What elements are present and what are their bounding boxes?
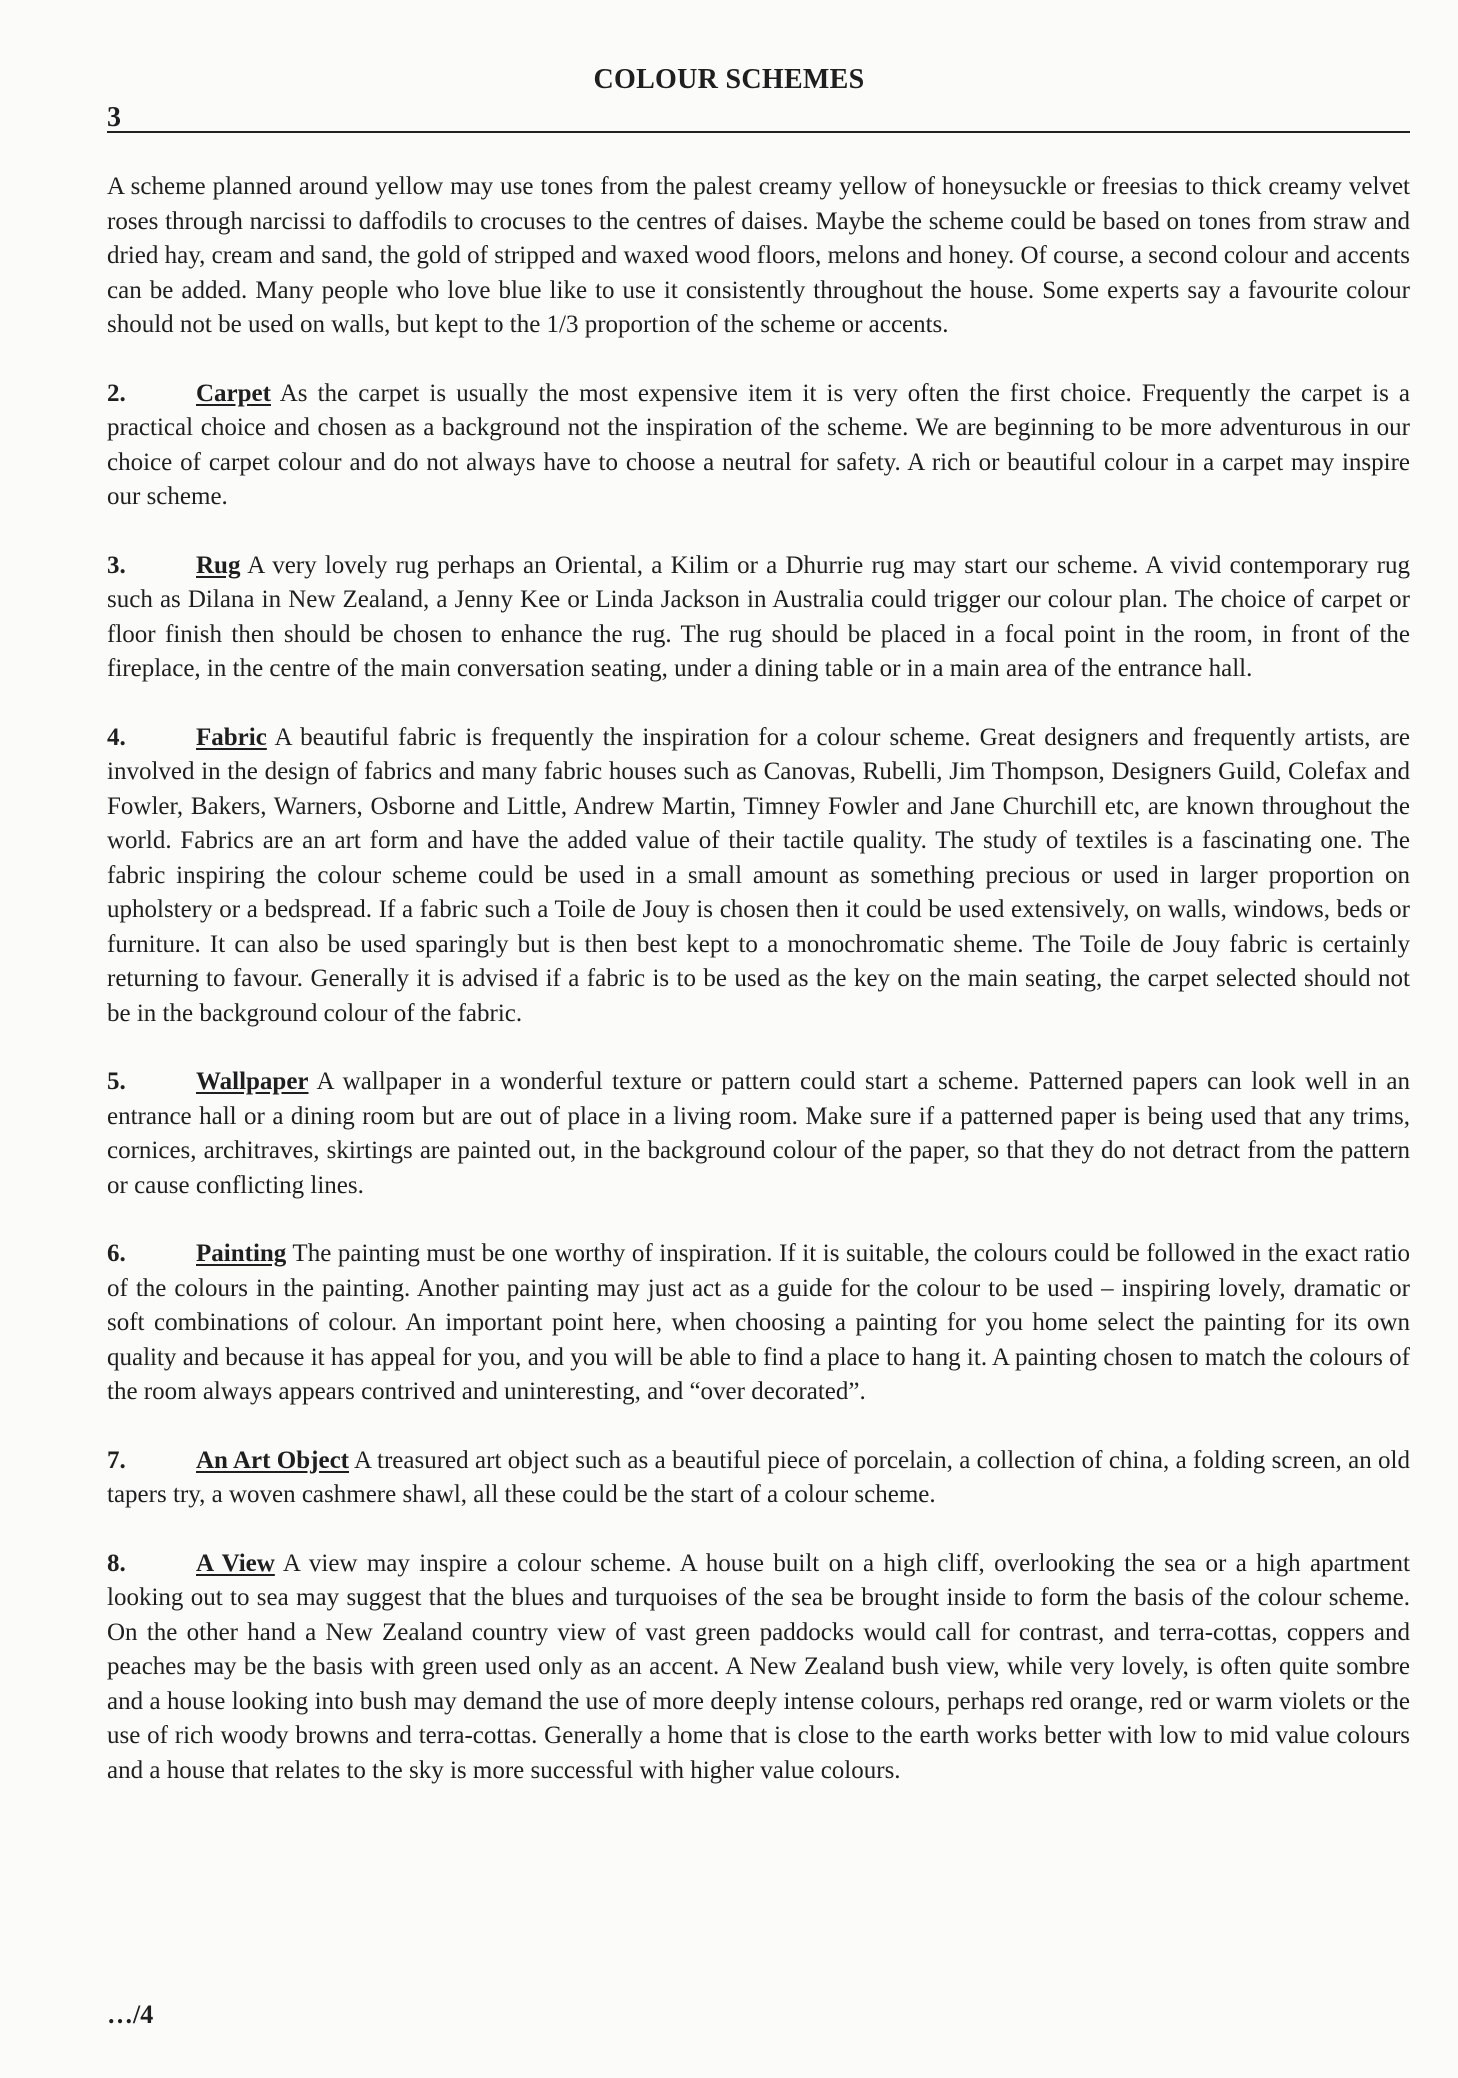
section-text: A beautiful fabric is frequently the inspiration for a colour scheme. Great designers and frequently artists, are involved in the design of fabrics and many fabric houses such as Canovas, Rubelli, Jim Thompson, Designers Guild, Colefax and Fowler, Bakers, Warners, Osborne and Little, Andrew Martin, Timney Fowler and Jane Churchill etc, are known throughout the world. Fabrics are an art form and have the added value of their tactile quality. The study of textiles is a fascinating one. The fabric inspiring the colour scheme could be used in a small amount as something precious or used in larger proportion on upholstery or a bedspread. If a fabric such a Toile de Jouy is chosen then it could be used extensively, on walls, windows, beds or furniture. It can also be used sparingly but is then best kept to a monochromatic sheme. The Toile de Jouy fabric is certainly returning to favour. Generally it is advised if a fabric is to be used as the key on the main seating, the carpet selected should not be in the background colour of the fabric. — [107, 723, 1410, 1027]
section-heading: A View — [196, 1549, 275, 1577]
intro-paragraph: A scheme planned around yellow may use tones from the palest creamy yellow of honeysuckle or freesias to thick creamy velvet roses through narcissi to daffodils to crocuses to the centres of daises. Maybe the scheme could be based on tones from straw and dried hay, cream and sand, the gold of stripped and waxed wood floors, melons and honey. Of course, a second colour and accents can be added. Many people who love blue like to use it consistently throughout the house. Some experts say a favourite colour should not be used on walls, but kept to the 1/3 proportion of the scheme or accents. — [107, 173, 1410, 338]
section-number: 3. — [107, 551, 126, 579]
section-art-object — [107, 1444, 1410, 1513]
section-painting — [107, 1237, 1410, 1410]
section-text: A treasured art object such as a beautiful piece of porcelain, a collection of china, a folding screen, an old tapers try, a woven cashmere shawl, all these could be the start of a colour scheme. — [107, 1446, 1411, 1508]
section-text: A wallpaper in a wonderful texture or pattern could start a scheme. Patterned papers can look well in an entrance hall or a dining room but are out of place in a living room. Make sure if a patterned paper is being used that any trims, cornices, architraves, skirtings are painted out, in the background colour of the paper, so that they do not detract from the pattern or cause conflicting lines. — [107, 1068, 1410, 1199]
section-heading: Wallpaper — [196, 1068, 309, 1095]
page-number: 3 — [107, 102, 121, 133]
page-title: COLOUR SCHEMES — [593, 64, 865, 95]
section-text: A very lovely rug perhaps an Oriental, a Kilim or a Dhurrie rug may start our scheme. A vivid contemporary rug such as Dilana in New Zealand, a Jenny Kee or Linda Jackson in Australia could trigger our colour plan. The choice of carpet or floor finish then should be chosen to enhance the rug. The rug should be placed in a focal point in the room, in front of the fireplace, in the centre of the main conversation seating, under a dining table or in a main area of the entrance hall. — [107, 551, 1410, 682]
section-number: 7. — [107, 1446, 126, 1474]
body-text — [107, 170, 1410, 1822]
continuation-marker: …/4 — [107, 2000, 154, 2029]
section-heading: An Art Object — [196, 1446, 349, 1474]
section-view — [107, 1547, 1410, 1789]
header-rule — [107, 131, 1410, 133]
section-number: 4. — [107, 723, 126, 751]
section-text: The painting must be one worthy of inspiration. If it is suitable, the colours could be followed in the exact ratio of the colours in the painting. Another painting may just act as a guide for the colour to be used – inspiring lovely, dramatic or soft combinations of colour. An important point here, when choosing a painting for you home select the painting for its own quality and because it has appeal for you, and you will be able to find a place to hang it. A painting chosen to match the colours of the room always appears contrived and uninteresting, and “over decorated”. — [107, 1240, 1410, 1405]
section-carpet — [107, 377, 1410, 515]
section-number: 8. — [107, 1549, 126, 1577]
section-number: 2. — [107, 379, 126, 407]
section-number: 5. — [107, 1068, 126, 1095]
section-rug — [107, 549, 1410, 687]
section-text: As the carpet is usually the most expensive item it is very often the first choice. Frequently the carpet is a practical choice and chosen as a background not the inspiration of the scheme. We are beginning to be more adventurous in our choice of carpet colour and do not always have to choose a neutral for safety. A rich or beautiful colour in a carpet may inspire our scheme. — [107, 379, 1410, 510]
section-fabric — [107, 721, 1410, 1032]
section-heading: Fabric — [196, 723, 267, 751]
section-heading: Carpet — [196, 379, 271, 407]
section-number: 6. — [107, 1240, 126, 1267]
section-heading: Rug — [196, 551, 241, 579]
section-text: A view may inspire a colour scheme. A house built on a high cliff, overlooking the sea or a high apartment looking out to sea may suggest that the blues and turquoises of the sea be brought inside to form the basis of the colour scheme. On the other hand a New Zealand country view of vast green paddocks would call for contrast, and terra-cottas, coppers and peaches may be the basis with green used only as an accent. A New Zealand bush view, while very lovely, is often quite sombre and a house looking into bush may demand the use of more deeply intense colours, perhaps red orange, red or warm violets or the use of rich woody browns and terra-cottas. Generally a home that is close to the earth works better with low to mid value colours and a house that relates to the sky is more successful with higher value colours. — [107, 1549, 1410, 1784]
section-wallpaper — [107, 1065, 1410, 1203]
section-heading: Painting — [196, 1240, 287, 1267]
